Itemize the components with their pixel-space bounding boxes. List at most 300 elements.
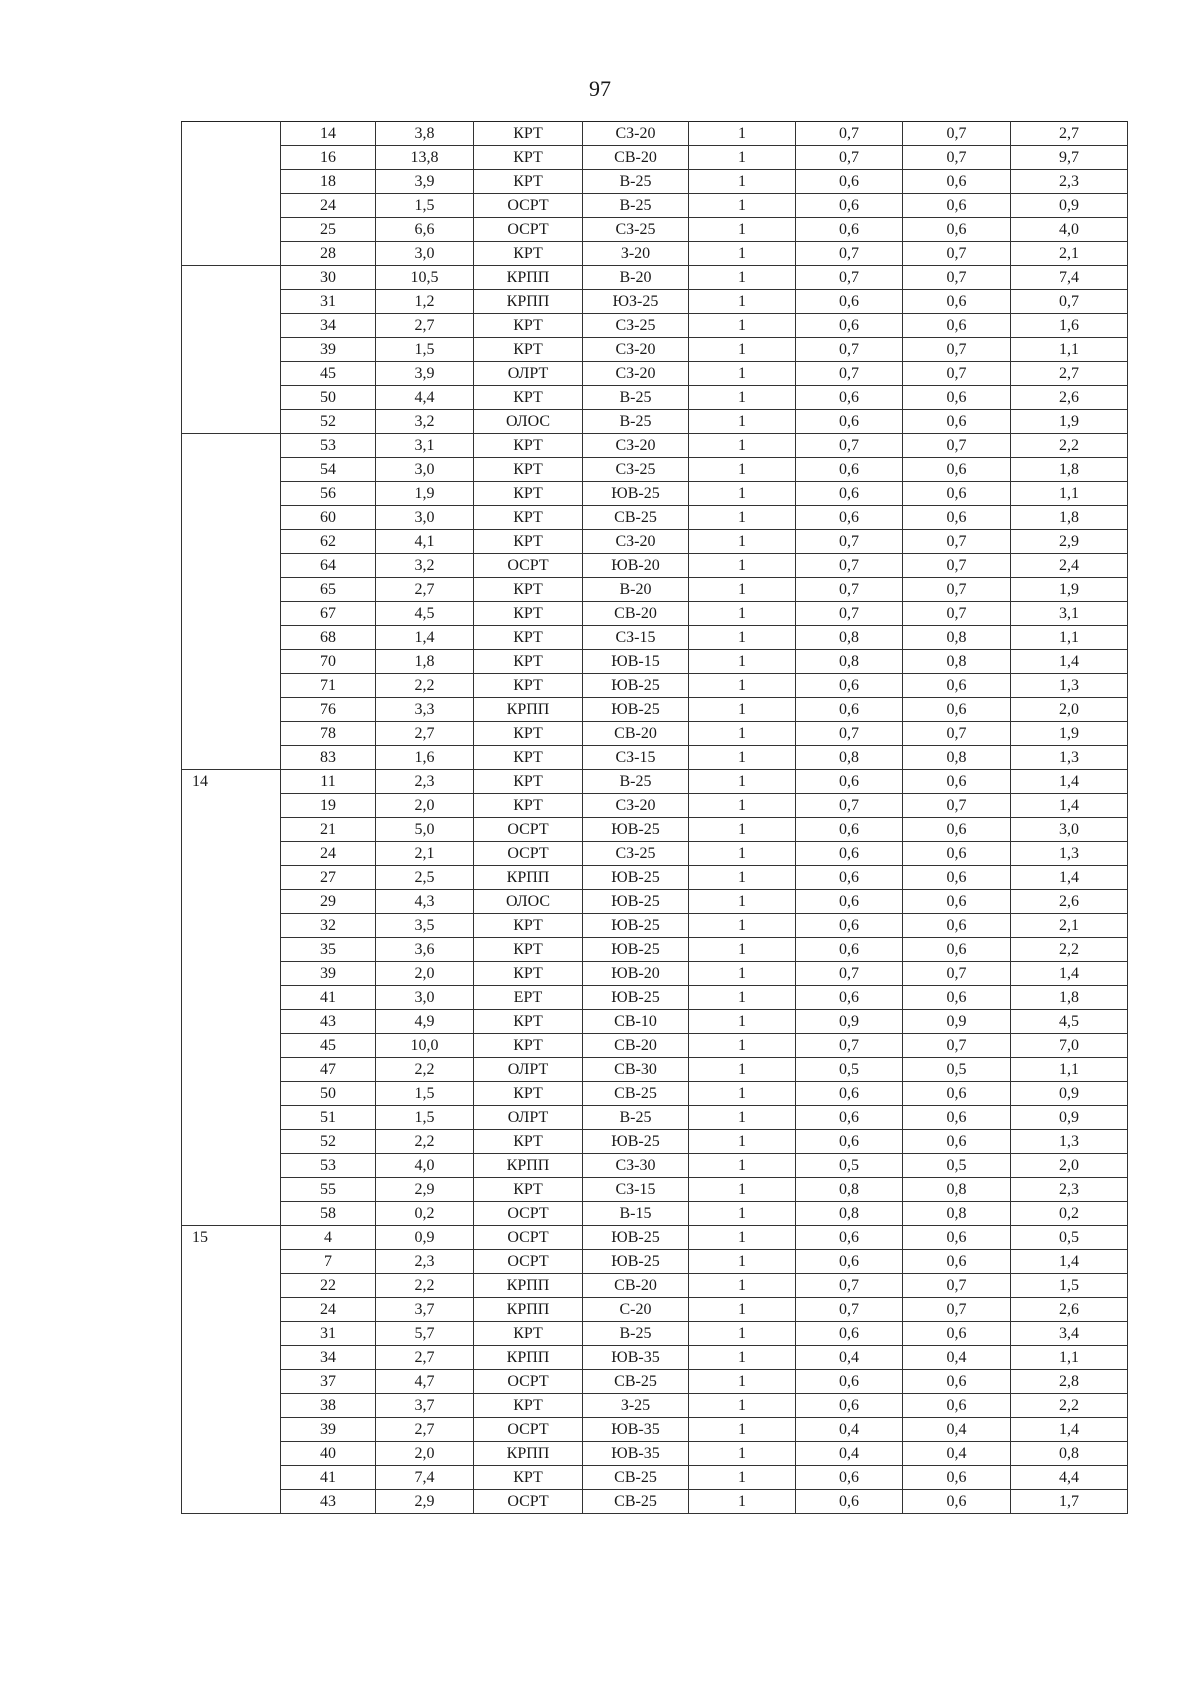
category-cell: КРТ (474, 314, 583, 338)
category-cell: КРТ (474, 650, 583, 674)
coef-b-cell: 0,6 (903, 890, 1011, 914)
table-row (182, 986, 1128, 1010)
count-cell: 1 (689, 314, 796, 338)
table-row (182, 386, 1128, 410)
result-cell: 2,9 (1011, 530, 1128, 554)
plot-number-cell: 25 (281, 218, 376, 242)
exposure-cell: СЗ-15 (583, 1178, 689, 1202)
coef-a-cell: 0,6 (796, 1370, 903, 1394)
plot-number-cell: 53 (281, 1154, 376, 1178)
exposure-cell: ЮЗ-25 (583, 290, 689, 314)
count-cell: 1 (689, 650, 796, 674)
result-cell: 1,1 (1011, 626, 1128, 650)
table-row (182, 1226, 1128, 1250)
coef-a-cell: 0,7 (796, 578, 903, 602)
coef-b-cell: 0,7 (903, 242, 1011, 266)
table-row (182, 890, 1128, 914)
count-cell: 1 (689, 242, 796, 266)
result-cell: 0,7 (1011, 290, 1128, 314)
result-cell: 1,8 (1011, 506, 1128, 530)
coef-a-cell: 0,6 (796, 170, 903, 194)
exposure-cell: ЮВ-25 (583, 914, 689, 938)
exposure-cell: СЗ-30 (583, 1154, 689, 1178)
table-row (182, 1058, 1128, 1082)
result-cell: 3,1 (1011, 602, 1128, 626)
count-cell: 1 (689, 866, 796, 890)
coef-a-cell: 0,8 (796, 650, 903, 674)
category-cell: КРПП (474, 1442, 583, 1466)
category-cell: ОСРТ (474, 194, 583, 218)
count-cell: 1 (689, 266, 796, 290)
category-cell: КРПП (474, 866, 583, 890)
coef-a-cell: 0,6 (796, 1490, 903, 1514)
coef-b-cell: 0,6 (903, 938, 1011, 962)
result-cell: 1,1 (1011, 1058, 1128, 1082)
plot-number-cell: 60 (281, 506, 376, 530)
area-cell: 3,1 (376, 434, 474, 458)
coef-b-cell: 0,7 (903, 530, 1011, 554)
category-cell: ОСРТ (474, 1418, 583, 1442)
area-cell: 3,7 (376, 1394, 474, 1418)
exposure-cell: СВ-25 (583, 1490, 689, 1514)
count-cell: 1 (689, 170, 796, 194)
plot-number-cell: 68 (281, 626, 376, 650)
category-cell: КРТ (474, 674, 583, 698)
exposure-cell: ЮВ-25 (583, 482, 689, 506)
coef-a-cell: 0,4 (796, 1418, 903, 1442)
exposure-cell: СВ-20 (583, 602, 689, 626)
result-cell: 4,5 (1011, 1010, 1128, 1034)
table-row (182, 1250, 1128, 1274)
plot-number-cell: 19 (281, 794, 376, 818)
category-cell: КРТ (474, 938, 583, 962)
exposure-cell: В-25 (583, 194, 689, 218)
result-cell: 1,4 (1011, 794, 1128, 818)
category-cell: КРПП (474, 290, 583, 314)
plot-number-cell: 62 (281, 530, 376, 554)
category-cell: КРПП (474, 1346, 583, 1370)
count-cell: 1 (689, 1154, 796, 1178)
count-cell: 1 (689, 1106, 796, 1130)
result-cell: 2,2 (1011, 938, 1128, 962)
exposure-cell: ЮВ-25 (583, 1226, 689, 1250)
area-cell: 4,4 (376, 386, 474, 410)
result-cell: 1,4 (1011, 866, 1128, 890)
coef-b-cell: 0,7 (903, 722, 1011, 746)
result-cell: 1,8 (1011, 986, 1128, 1010)
table-row (182, 938, 1128, 962)
result-cell: 2,4 (1011, 554, 1128, 578)
result-cell: 2,6 (1011, 890, 1128, 914)
result-cell: 1,9 (1011, 410, 1128, 434)
result-cell: 1,3 (1011, 746, 1128, 770)
area-cell: 1,4 (376, 626, 474, 650)
coef-b-cell: 0,6 (903, 866, 1011, 890)
coef-a-cell: 0,7 (796, 554, 903, 578)
exposure-cell: ЮВ-20 (583, 554, 689, 578)
result-cell: 2,7 (1011, 122, 1128, 146)
exposure-cell: В-15 (583, 1202, 689, 1226)
result-cell: 4,4 (1011, 1466, 1128, 1490)
coef-a-cell: 0,7 (796, 362, 903, 386)
result-cell: 7,0 (1011, 1034, 1128, 1058)
result-cell: 1,9 (1011, 722, 1128, 746)
exposure-cell: СЗ-20 (583, 794, 689, 818)
area-cell: 2,7 (376, 578, 474, 602)
category-cell: КРТ (474, 626, 583, 650)
plot-number-cell: 37 (281, 1370, 376, 1394)
coef-a-cell: 0,6 (796, 290, 903, 314)
result-cell: 2,3 (1011, 170, 1128, 194)
category-cell: КРТ (474, 722, 583, 746)
table-row (182, 578, 1128, 602)
coef-a-cell: 0,6 (796, 218, 903, 242)
category-cell: КРТ (474, 602, 583, 626)
area-cell: 5,7 (376, 1322, 474, 1346)
table-row (182, 1274, 1128, 1298)
category-cell: КРТ (474, 1082, 583, 1106)
exposure-cell: ЮВ-35 (583, 1418, 689, 1442)
coef-a-cell: 0,7 (796, 338, 903, 362)
category-cell: КРТ (474, 1322, 583, 1346)
area-cell: 2,3 (376, 770, 474, 794)
exposure-cell: В-25 (583, 170, 689, 194)
table-row (182, 122, 1128, 146)
area-cell: 2,7 (376, 1346, 474, 1370)
count-cell: 1 (689, 1490, 796, 1514)
exposure-cell: В-20 (583, 266, 689, 290)
area-cell: 2,2 (376, 1274, 474, 1298)
count-cell: 1 (689, 482, 796, 506)
table-row (182, 194, 1128, 218)
coef-a-cell: 0,5 (796, 1058, 903, 1082)
coef-b-cell: 0,6 (903, 410, 1011, 434)
area-cell: 3,5 (376, 914, 474, 938)
coef-a-cell: 0,4 (796, 1442, 903, 1466)
category-cell: КРТ (474, 746, 583, 770)
plot-number-cell: 71 (281, 674, 376, 698)
category-cell: КРТ (474, 146, 583, 170)
category-cell: ОЛОС (474, 890, 583, 914)
plot-number-cell: 39 (281, 338, 376, 362)
area-cell: 7,4 (376, 1466, 474, 1490)
exposure-cell: СЗ-15 (583, 626, 689, 650)
category-cell: КРТ (474, 1466, 583, 1490)
count-cell: 1 (689, 818, 796, 842)
coef-a-cell: 0,6 (796, 698, 903, 722)
category-cell: ОСРТ (474, 1490, 583, 1514)
coef-a-cell: 0,6 (796, 818, 903, 842)
result-cell: 1,3 (1011, 1130, 1128, 1154)
coef-a-cell: 0,6 (796, 1322, 903, 1346)
exposure-cell: ЮВ-20 (583, 962, 689, 986)
coef-b-cell: 0,6 (903, 1466, 1011, 1490)
area-cell: 2,2 (376, 674, 474, 698)
exposure-cell: СЗ-20 (583, 434, 689, 458)
count-cell: 1 (689, 1298, 796, 1322)
coef-b-cell: 0,7 (903, 962, 1011, 986)
coef-a-cell: 0,7 (796, 146, 903, 170)
result-cell: 2,1 (1011, 242, 1128, 266)
result-cell: 1,4 (1011, 1418, 1128, 1442)
coef-b-cell: 0,8 (903, 746, 1011, 770)
area-cell: 3,8 (376, 122, 474, 146)
table-row (182, 1442, 1128, 1466)
exposure-cell: ЮВ-25 (583, 1250, 689, 1274)
result-cell: 4,0 (1011, 218, 1128, 242)
area-cell: 1,6 (376, 746, 474, 770)
coef-b-cell: 0,7 (903, 338, 1011, 362)
category-cell: КРТ (474, 482, 583, 506)
category-cell: ОЛРТ (474, 1058, 583, 1082)
table-row (182, 1394, 1128, 1418)
table-row (182, 1154, 1128, 1178)
category-cell: КРТ (474, 578, 583, 602)
coef-b-cell: 0,4 (903, 1442, 1011, 1466)
count-cell: 1 (689, 842, 796, 866)
plot-number-cell: 4 (281, 1226, 376, 1250)
category-cell: КРТ (474, 434, 583, 458)
category-cell: КРТ (474, 386, 583, 410)
coef-b-cell: 0,4 (903, 1418, 1011, 1442)
area-cell: 3,9 (376, 170, 474, 194)
plot-number-cell: 50 (281, 386, 376, 410)
coef-b-cell: 0,9 (903, 1010, 1011, 1034)
exposure-cell: ЮВ-35 (583, 1442, 689, 1466)
coef-a-cell: 0,7 (796, 1298, 903, 1322)
area-cell: 3,9 (376, 362, 474, 386)
table-row (182, 866, 1128, 890)
result-cell: 1,4 (1011, 770, 1128, 794)
coef-a-cell: 0,6 (796, 890, 903, 914)
coef-b-cell: 0,7 (903, 266, 1011, 290)
area-cell: 1,5 (376, 1106, 474, 1130)
coef-b-cell: 0,6 (903, 1394, 1011, 1418)
coef-b-cell: 0,6 (903, 914, 1011, 938)
area-cell: 2,3 (376, 1250, 474, 1274)
coef-b-cell: 0,7 (903, 602, 1011, 626)
plot-number-cell: 14 (281, 122, 376, 146)
exposure-cell: СВ-25 (583, 506, 689, 530)
table-row (182, 290, 1128, 314)
table-body (182, 122, 1128, 1514)
exposure-cell: СЗ-25 (583, 218, 689, 242)
category-cell: ОСРТ (474, 1370, 583, 1394)
result-cell: 2,3 (1011, 1178, 1128, 1202)
coef-b-cell: 0,7 (903, 1298, 1011, 1322)
table-row (182, 1106, 1128, 1130)
block-number-cell (182, 266, 281, 434)
category-cell: КРТ (474, 914, 583, 938)
area-cell: 3,0 (376, 242, 474, 266)
category-cell: ОСРТ (474, 1226, 583, 1250)
plot-number-cell: 34 (281, 314, 376, 338)
plot-number-cell: 31 (281, 290, 376, 314)
table-row (182, 1130, 1128, 1154)
table-row (182, 1202, 1128, 1226)
coef-a-cell: 0,7 (796, 722, 903, 746)
coef-b-cell: 0,6 (903, 698, 1011, 722)
category-cell: КРТ (474, 242, 583, 266)
result-cell: 1,9 (1011, 578, 1128, 602)
table-row (182, 962, 1128, 986)
coef-a-cell: 0,6 (796, 1226, 903, 1250)
category-cell: ЕРТ (474, 986, 583, 1010)
exposure-cell: З-20 (583, 242, 689, 266)
coef-b-cell: 0,6 (903, 458, 1011, 482)
area-cell: 1,8 (376, 650, 474, 674)
exposure-cell: СВ-20 (583, 722, 689, 746)
plot-number-cell: 40 (281, 1442, 376, 1466)
count-cell: 1 (689, 386, 796, 410)
category-cell: КРТ (474, 338, 583, 362)
table-row (182, 746, 1128, 770)
count-cell: 1 (689, 626, 796, 650)
table-row (182, 314, 1128, 338)
plot-number-cell: 67 (281, 602, 376, 626)
plot-number-cell: 24 (281, 1298, 376, 1322)
plot-number-cell: 52 (281, 410, 376, 434)
table-row (182, 1466, 1128, 1490)
coef-b-cell: 0,7 (903, 146, 1011, 170)
plot-number-cell: 35 (281, 938, 376, 962)
coef-a-cell: 0,6 (796, 1466, 903, 1490)
plot-number-cell: 28 (281, 242, 376, 266)
exposure-cell: СВ-20 (583, 146, 689, 170)
table-row (182, 146, 1128, 170)
coef-a-cell: 0,7 (796, 962, 903, 986)
plot-number-cell: 31 (281, 1322, 376, 1346)
exposure-cell: В-25 (583, 1322, 689, 1346)
table-row (182, 1082, 1128, 1106)
table-row (182, 1418, 1128, 1442)
area-cell: 1,5 (376, 1082, 474, 1106)
coef-b-cell: 0,6 (903, 818, 1011, 842)
coef-b-cell: 0,6 (903, 842, 1011, 866)
exposure-cell: С-20 (583, 1298, 689, 1322)
coef-b-cell: 0,6 (903, 1250, 1011, 1274)
result-cell: 0,9 (1011, 194, 1128, 218)
count-cell: 1 (689, 890, 796, 914)
count-cell: 1 (689, 194, 796, 218)
area-cell: 2,0 (376, 1442, 474, 1466)
category-cell: КРТ (474, 122, 583, 146)
result-cell: 0,2 (1011, 1202, 1128, 1226)
coef-b-cell: 0,7 (903, 362, 1011, 386)
area-cell: 2,5 (376, 866, 474, 890)
area-cell: 4,3 (376, 890, 474, 914)
area-cell: 1,2 (376, 290, 474, 314)
coef-b-cell: 0,6 (903, 1322, 1011, 1346)
coef-a-cell: 0,6 (796, 866, 903, 890)
coef-a-cell: 0,6 (796, 1250, 903, 1274)
plot-number-cell: 64 (281, 554, 376, 578)
exposure-cell: ЮВ-25 (583, 866, 689, 890)
result-cell: 1,8 (1011, 458, 1128, 482)
category-cell: КРТ (474, 530, 583, 554)
plot-number-cell: 52 (281, 1130, 376, 1154)
result-cell: 1,1 (1011, 1346, 1128, 1370)
exposure-cell: В-25 (583, 410, 689, 434)
count-cell: 1 (689, 530, 796, 554)
result-cell: 1,1 (1011, 482, 1128, 506)
result-cell: 2,7 (1011, 362, 1128, 386)
area-cell: 3,7 (376, 1298, 474, 1322)
coef-b-cell: 0,6 (903, 290, 1011, 314)
area-cell: 0,9 (376, 1226, 474, 1250)
area-cell: 2,7 (376, 314, 474, 338)
plot-number-cell: 39 (281, 1418, 376, 1442)
plot-number-cell: 27 (281, 866, 376, 890)
area-cell: 10,0 (376, 1034, 474, 1058)
page-number: 97 (589, 76, 611, 101)
exposure-cell: ЮВ-25 (583, 698, 689, 722)
coef-b-cell: 0,6 (903, 506, 1011, 530)
table-row (182, 434, 1128, 458)
result-cell: 2,0 (1011, 698, 1128, 722)
area-cell: 13,8 (376, 146, 474, 170)
category-cell: КРПП (474, 1298, 583, 1322)
count-cell: 1 (689, 1274, 796, 1298)
count-cell: 1 (689, 722, 796, 746)
count-cell: 1 (689, 1202, 796, 1226)
category-cell: ОЛРТ (474, 1106, 583, 1130)
coef-b-cell: 0,6 (903, 1226, 1011, 1250)
area-cell: 2,2 (376, 1130, 474, 1154)
count-cell: 1 (689, 1130, 796, 1154)
area-cell: 2,9 (376, 1178, 474, 1202)
plot-number-cell: 78 (281, 722, 376, 746)
coef-b-cell: 0,8 (903, 626, 1011, 650)
coef-a-cell: 0,8 (796, 746, 903, 770)
exposure-cell: СВ-25 (583, 1082, 689, 1106)
exposure-cell: В-25 (583, 1106, 689, 1130)
category-cell: ОСРТ (474, 218, 583, 242)
coef-b-cell: 0,6 (903, 1490, 1011, 1514)
coef-a-cell: 0,6 (796, 506, 903, 530)
coef-a-cell: 0,6 (796, 914, 903, 938)
area-cell: 4,5 (376, 602, 474, 626)
area-cell: 1,5 (376, 338, 474, 362)
block-number-cell: 15 (182, 1226, 281, 1514)
count-cell: 1 (689, 698, 796, 722)
category-cell: КРТ (474, 170, 583, 194)
category-cell: КРТ (474, 1010, 583, 1034)
coef-a-cell: 0,6 (796, 1394, 903, 1418)
plot-number-cell: 53 (281, 434, 376, 458)
exposure-cell: ЮВ-25 (583, 986, 689, 1010)
count-cell: 1 (689, 674, 796, 698)
plot-number-cell: 18 (281, 170, 376, 194)
count-cell: 1 (689, 1034, 796, 1058)
table-row (182, 1370, 1128, 1394)
plot-number-cell: 11 (281, 770, 376, 794)
count-cell: 1 (689, 1322, 796, 1346)
table-row (182, 722, 1128, 746)
exposure-cell: СВ-20 (583, 1034, 689, 1058)
coef-b-cell: 0,6 (903, 1130, 1011, 1154)
plot-number-cell: 30 (281, 266, 376, 290)
table-row (182, 410, 1128, 434)
table-row (182, 1490, 1128, 1514)
plot-number-cell: 58 (281, 1202, 376, 1226)
category-cell: КРТ (474, 1178, 583, 1202)
plot-number-cell: 7 (281, 1250, 376, 1274)
coef-a-cell: 0,7 (796, 434, 903, 458)
coef-a-cell: 0,7 (796, 122, 903, 146)
category-cell: КРПП (474, 1274, 583, 1298)
exposure-cell: ЮВ-35 (583, 1346, 689, 1370)
